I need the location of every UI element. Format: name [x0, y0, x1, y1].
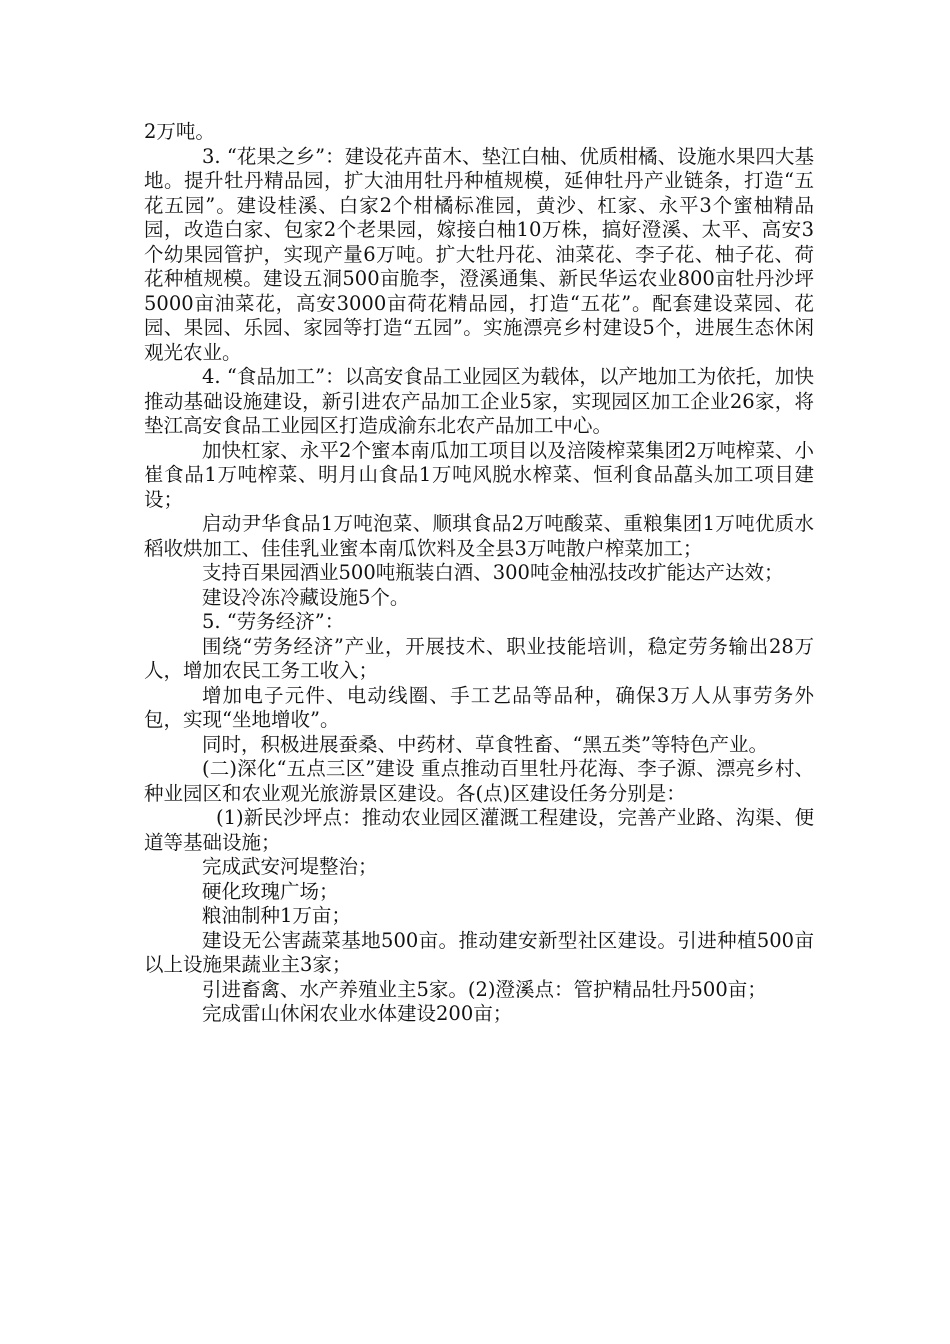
paragraph-2: 3. “花果之乡”：建设花卉苗木、垫江白柚、优质柑橘、设施水果四大基地。提升牡丹精品园，扩大油用牡丹种植规模，延伸牡丹产业链条，打造“五花五园”。建设桂溪、白家2个柑橘标准园，黄沙、杠家、永平3个蜜柚精品园，改造白家、包家2个老果园，嫁接白柚10万株，搞好澄溪、太平、高安3个幼果园管护，实现产量6万吨。扩大牡丹花、油菜花、李子花、柚子花、荷花种植规模。建设五洞500亩脆李，澄溪通集、新民华运农业800亩牡丹沙坪5000亩油菜花，高安3000亩荷花精品园，打造“五花”。配套建设菜园、花园、果园、乐园、家园等打造“五园”。实施漂亮乡村建设5个，进展生态休闲观光农业。 — [144, 144, 814, 364]
paragraph-17: 建设无公害蔬菜基地500亩。推动建安新型社区建设。引进种植500亩以上设施果蔬业主3家； — [144, 928, 814, 976]
paragraph-3: 4. “食品加工”：以高安食品工业园区为载体，以产地加工为依托，加快推动基础设施建设，新引进农产品加工企业5家，实现园区加工企业26家，将垫江高安食品工业园区打造成渝东北农产品加工中心。 — [144, 365, 814, 437]
paragraph-1: 2万吨。 — [144, 120, 215, 143]
paragraph-5: 启动尹华食品1万吨泡菜、顺琪食品2万吨酸菜、重粮集团1万吨优质水稻收烘加工、佳佳乳业蜜本南瓜饮料及全县3万吨散户榨菜加工； — [144, 512, 814, 560]
paragraph-6: 支持百果园酒业500吨瓶装白酒、300吨金柚泓技改扩能达产达效； — [202, 561, 784, 584]
paragraph-8: 5. “劳务经济”： — [202, 610, 345, 633]
paragraph-18: 引进畜禽、水产养殖业主5家。(2)澄溪点：管护精品牡丹500亩； — [202, 977, 767, 1001]
paragraph-11: 同时，积极进展蚕桑、中药材、草食牲畜、“黑五类”等特色产业。 — [202, 732, 768, 756]
document-body — [144, 120, 814, 1027]
paragraph-4: 加快杠家、永平2个蜜本南瓜加工项目以及涪陵榨菜集团2万吨榨菜、小崔食品1万吨榨菜、明月山食品1万吨风脱水榨菜、恒利食品藠头加工项目建设； — [144, 438, 814, 511]
paragraph-14: 完成武安河堤整治； — [202, 855, 378, 878]
paragraph-10: 增加电子元件、电动线圈、手工艺品等品种，确保3万人从事劳务外包，实现“坐地增收”。 — [144, 683, 814, 731]
paragraph-16: 粮油制种1万亩； — [202, 904, 351, 927]
paragraph-19: 完成雷山休闲农业水体建设200亩； — [202, 1002, 513, 1025]
paragraph-9: 围绕“劳务经济”产业，开展技术、职业技能培训，稳定劳务输出28万人，增加农民工务工收入； — [144, 634, 814, 682]
paragraph-15: 硬化玫瑰广场； — [202, 879, 339, 903]
paragraph-13: (1)新民沙坪点：推动农业园区灌溉工程建设，完善产业路、沟渠、便道等基础设施； — [144, 806, 814, 854]
paragraph-7: 建设冷冻冷藏设施5个。 — [202, 585, 410, 609]
paragraph-12: (二)深化“五点三区”建设 重点推动百里牡丹花海、李子源、漂亮乡村、种业园区和农业观光旅游景区建设。各(点)区建设任务分别是： — [144, 757, 814, 805]
